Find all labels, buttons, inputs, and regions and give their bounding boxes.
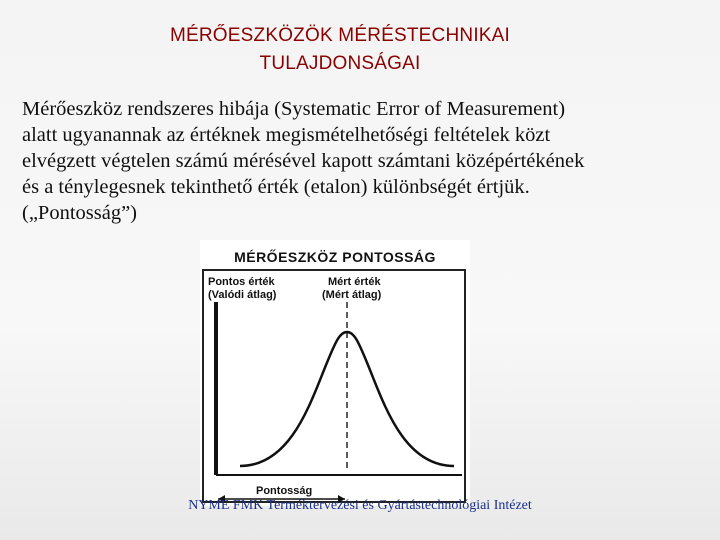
slide-title-line-2: TULAJDONSÁGAI <box>259 53 421 74</box>
definition-text <box>22 96 712 226</box>
true-value-label: Pontos érték <box>208 276 275 288</box>
definition-line: alatt ugyanannak az értéknek megismételhetőségi feltételek közt <box>22 124 551 146</box>
definition-line: („Pontosság”) <box>22 202 138 224</box>
accuracy-label: Pontosság <box>256 485 313 497</box>
slide-title <box>90 22 590 78</box>
diagram-title: MÉRŐESZKÖZ PONTOSSÁG <box>234 249 436 265</box>
definition-line: elvégzett végtelen számú mérésével kapott számtani középértékének <box>22 150 585 172</box>
slide-title-line-1: MÉRŐESZKÖZÖK MÉRÉSTECHNIKAI <box>169 25 511 46</box>
footer-institute: NYME FMK Terméktervezési és Gyártástechnológiai Intézet <box>188 498 532 513</box>
accuracy-diagram <box>200 240 470 506</box>
definition-line: és a ténylegesnek tekinthető érték (etalon) különbségét értjük. <box>22 176 530 198</box>
measured-value-label: Mért érték <box>328 276 381 288</box>
definition-line: Mérőeszköz rendszeres hibája (Systematic Error of Measurement) <box>22 98 566 120</box>
true-value-sub-label: (Valódi átlag) <box>208 289 277 301</box>
accuracy-diagram-svg <box>200 240 470 506</box>
measured-value-sub-label: (Mért átlag) <box>322 289 382 301</box>
